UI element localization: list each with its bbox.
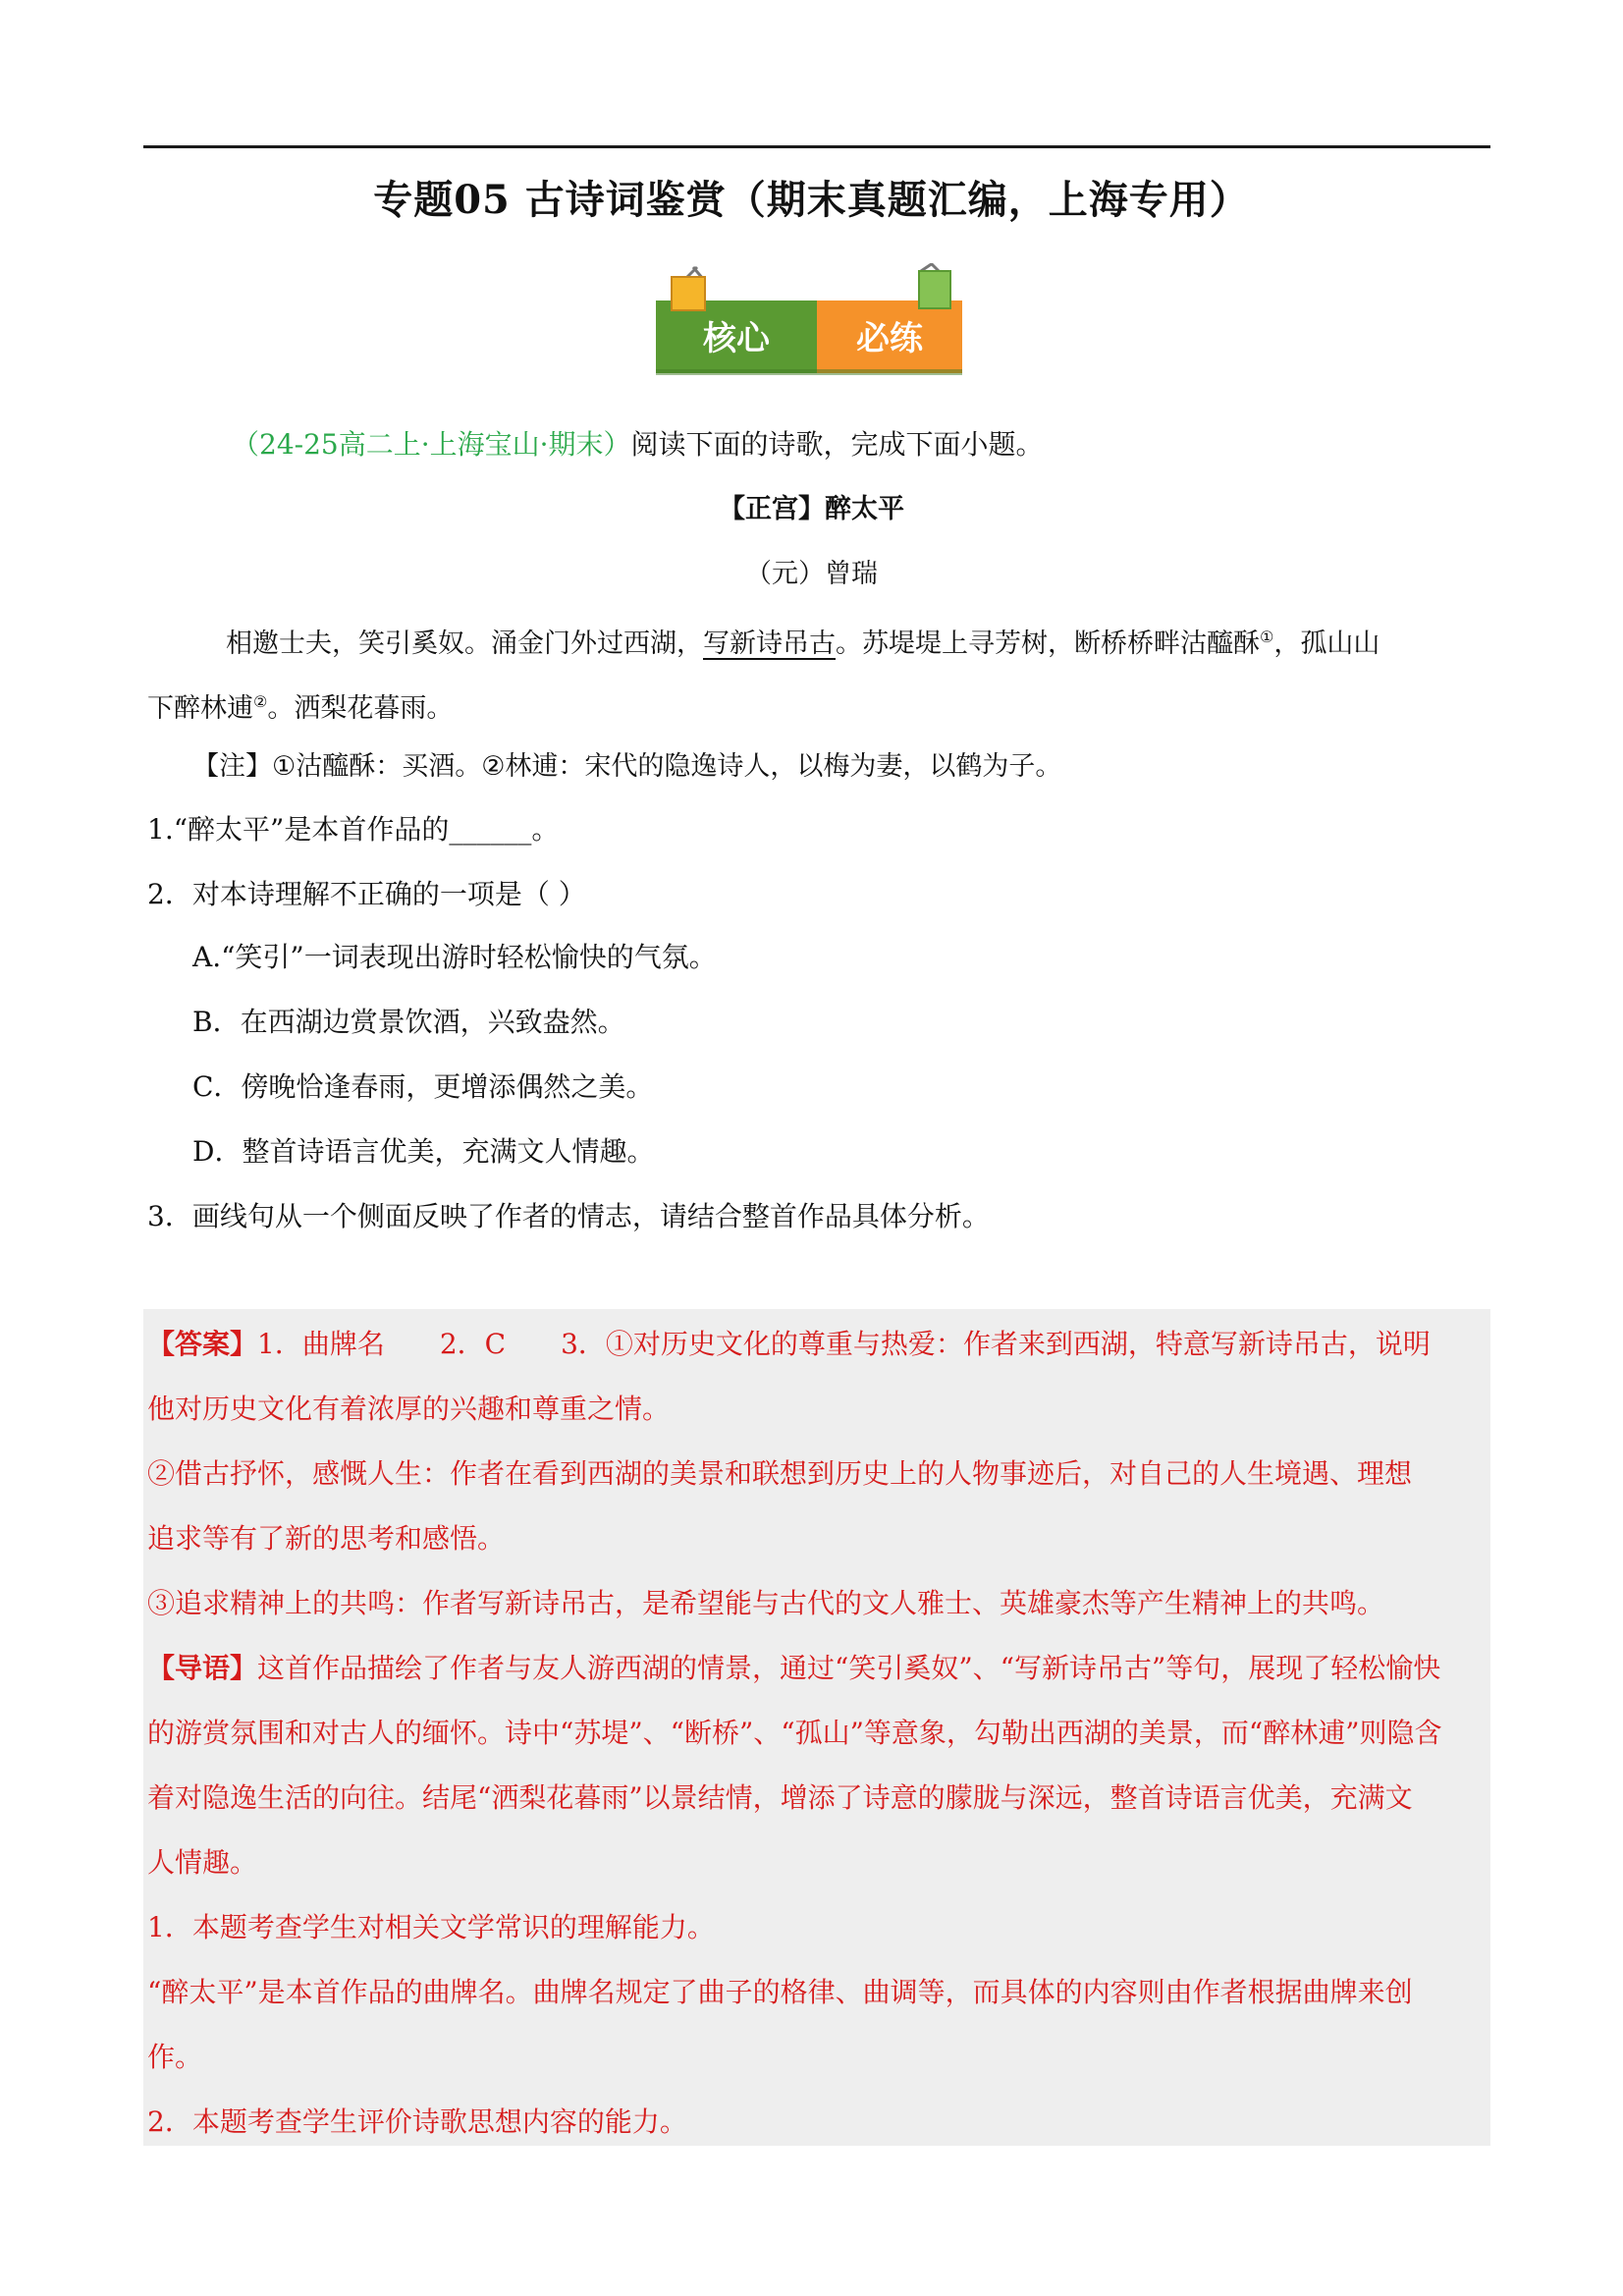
option-a: A.“笑引”一词表现出游时轻松愉快的气氛。 [192, 941, 717, 973]
question-intro [232, 412, 1577, 477]
intro-text: 阅读下面的诗歌，完成下面小题。 [630, 428, 1044, 461]
core-practice-badge [656, 263, 968, 381]
guide-line-4: 人情趣。 [147, 1846, 258, 1879]
badge-right-text: 必练 [856, 319, 923, 358]
answer-line-5: ③追求精神上的共鸣：作者写新诗吊古，是希望能与古代的文人雅士、英雄豪杰等产生精神上的共鸣。 [147, 1587, 1385, 1619]
note-marker-1: ① [1260, 628, 1274, 646]
answer-line-3: ②借古抒怀，感慨人生：作者在看到西湖的美景和联想到历史上的人物事迹后，对自己的人生境遇、理想 [147, 1457, 1413, 1490]
explanation-1: 1．本题考查学生对相关文学常识的理解能力。 [147, 1911, 715, 1943]
page-title: 专题05 古诗词鉴赏（期末真题汇编，上海专用） [373, 177, 1250, 223]
question-source: （24-25高二上·上海宝山·期末） [232, 428, 631, 461]
guide-line-1: 【导语】这首作品描绘了作者与友人游西湖的情景，通过“笑引奚奴”、“写新诗吊古”等句，展现了轻松愉快 [147, 1652, 1441, 1684]
explanation-4: 2．本题考查学生评价诗歌思想内容的能力。 [147, 2105, 687, 2138]
note-marker-2: ② [253, 692, 268, 711]
poem-author: （元）曾瑞 [745, 559, 878, 589]
answer-tag: 【答案】 [147, 1328, 258, 1360]
explanation-2: “醉太平”是本首作品的曲牌名。曲牌名规定了曲子的格律、曲调等，而具体的内容则由作者根据曲牌来创 [147, 1976, 1413, 2008]
question-2: 2．对本诗理解不正确的一项是（ ） [147, 878, 586, 910]
poem-title: 【正宫】醉太平 [719, 494, 904, 524]
header-rule [143, 145, 1490, 148]
answer-line-2: 他对历史文化有着浓厚的兴趣和尊重之情。 [147, 1393, 671, 1425]
answer-line-1: 【答案】1．曲牌名 2．C 3．①对历史文化的尊重与热爱：作者来到西湖，特意写新诗吊古，说明 [147, 1328, 1431, 1360]
poem-line-2: 下醉林逋②。洒梨花暮雨。 [147, 692, 454, 724]
badge-left-text: 核心 [703, 319, 770, 358]
question-3: 3．画线句从一个侧面反映了作者的情志，请结合整首作品具体分析。 [147, 1200, 990, 1232]
poem-note: 【注】①沽醯酥：买酒。②林逋：宋代的隐逸诗人，以梅为妻，以鹤为子。 [192, 751, 1062, 782]
guide-line-3: 着对隐逸生活的向往。结尾“洒梨花暮雨”以景结情，增添了诗意的朦胧与深远，整首诗语言优美，充满文 [147, 1781, 1413, 1814]
guide-tag: 【导语】 [147, 1652, 258, 1684]
question-1: 1.“醉太平”是本首作品的______。 [147, 813, 560, 846]
underlined-line: 写新诗吊古 [703, 629, 836, 659]
explanation-3: 作。 [147, 2041, 203, 2073]
clip-right-icon [919, 271, 950, 308]
poem-line-1: 相邀士夫，笑引奚奴。涌金门外过西湖，写新诗吊古。苏堤堤上寻芳树，断桥桥畔沽醯酥①，孤山山 [226, 628, 1380, 659]
guide-line-2: 的游赏氛围和对古人的缅怀。诗中“苏堤”、“断桥”、“孤山”等意象，勾勒出西湖的美景，而“醉林逋”则隐含 [147, 1717, 1442, 1749]
option-b: B．在西湖边赏景饮酒，兴致盎然。 [192, 1006, 625, 1038]
option-d: D．整首诗语言优美，充满文人情趣。 [192, 1135, 655, 1168]
option-c: C．傍晚恰逢春雨，更增添偶然之美。 [192, 1070, 654, 1103]
answer-line-4: 追求等有了新的思考和感悟。 [147, 1522, 506, 1555]
clip-left-icon [672, 277, 705, 310]
